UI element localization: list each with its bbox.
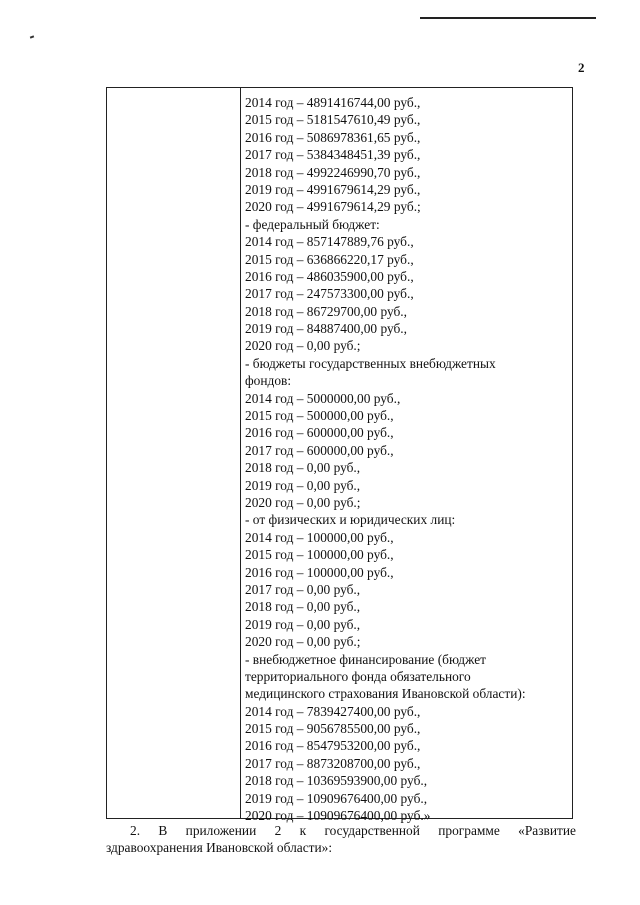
funding-line: 2020 год – 4991679614,29 руб.; [245,199,421,215]
funding-line: 2019 год – 10909676400,00 руб., [245,790,428,806]
funding-line: 2019 год – 4991679614,29 руб., [245,181,421,197]
funding-line: 2020 год – 0,00 руб.; [245,338,361,354]
funding-line: 2020 год – 0,00 руб.; [245,634,361,650]
funding-line: 2017 год – 8873208700,00 руб., [245,755,421,771]
funding-line: 2015 год – 9056785500,00 руб., [245,721,421,737]
page-number: 2 [578,60,585,75]
funding-line: 2014 год – 5000000,00 руб., [245,390,401,406]
funding-line: 2017 год – 247573300,00 руб., [245,286,414,302]
funding-line: 2020 год – 0,00 руб.; [245,494,361,510]
funding-line: 2016 год – 600000,00 руб., [245,425,394,441]
funding-line: 2016 год – 486035900,00 руб., [245,268,414,284]
column-divider [240,88,241,818]
funding-line: 2014 год – 4891416744,00 руб., [245,95,421,110]
scan-speck [30,35,34,38]
top-rule [420,17,596,19]
funding-line: 2015 год – 5181547610,49 руб., [245,112,421,128]
funding-line: 2015 год – 100000,00 руб., [245,547,394,563]
funding-line: 2018 год – 10369593900,00 руб., [245,773,428,789]
funding-line: медицинского страхования Ивановской области): [245,686,526,702]
funding-line: 2014 год – 857147889,76 руб., [245,234,414,250]
funding-line: 2017 год – 600000,00 руб., [245,442,394,458]
funding-line: 2016 год – 8547953200,00 руб., [245,738,421,754]
funding-table [106,87,573,824]
funding-line: 2017 год – 0,00 руб., [245,581,361,597]
funding-line: 2015 год – 500000,00 руб., [245,408,394,424]
funding-line: 2016 год – 5086978361,65 руб., [245,129,421,145]
paragraph-line-2: здравоохранения Ивановской области»: [106,840,333,856]
paragraph-line-1: 2. В приложении 2 к государственной программе «Развитие [130,823,576,838]
funding-line: 2019 год – 84887400,00 руб., [245,321,407,337]
funding-line: территориального фонда обязательного [245,668,471,684]
funding-cell [245,94,566,824]
funding-line: 2014 год – 7839427400,00 руб., [245,703,421,719]
funding-line: - бюджеты государственных внебюджетных [245,355,496,371]
funding-line: 2018 год – 0,00 руб., [245,460,361,476]
funding-line: - внебюджетное финансирование (бюджет [245,651,486,667]
funding-line: - федеральный бюджет: [245,216,380,232]
funding-line: 2017 год – 5384348451,39 руб., [245,147,421,163]
funding-line: 2018 год – 4992246990,70 руб., [245,164,421,180]
funding-line: 2018 год – 0,00 руб., [245,599,361,615]
funding-line: 2015 год – 636866220,17 руб., [245,251,414,267]
funding-line: 2019 год – 0,00 руб., [245,477,361,493]
funding-line: фондов: [245,373,292,389]
funding-line: 2014 год – 100000,00 руб., [245,529,394,545]
funding-line: 2020 год – 10909676400,00 руб.» [245,808,431,824]
funding-line: 2018 год – 86729700,00 руб., [245,303,407,319]
paragraph-2 [106,822,576,857]
funding-line: 2016 год – 100000,00 руб., [245,564,394,580]
funding-line: - от физических и юридических лиц: [245,512,456,528]
funding-line: 2019 год – 0,00 руб., [245,616,361,632]
